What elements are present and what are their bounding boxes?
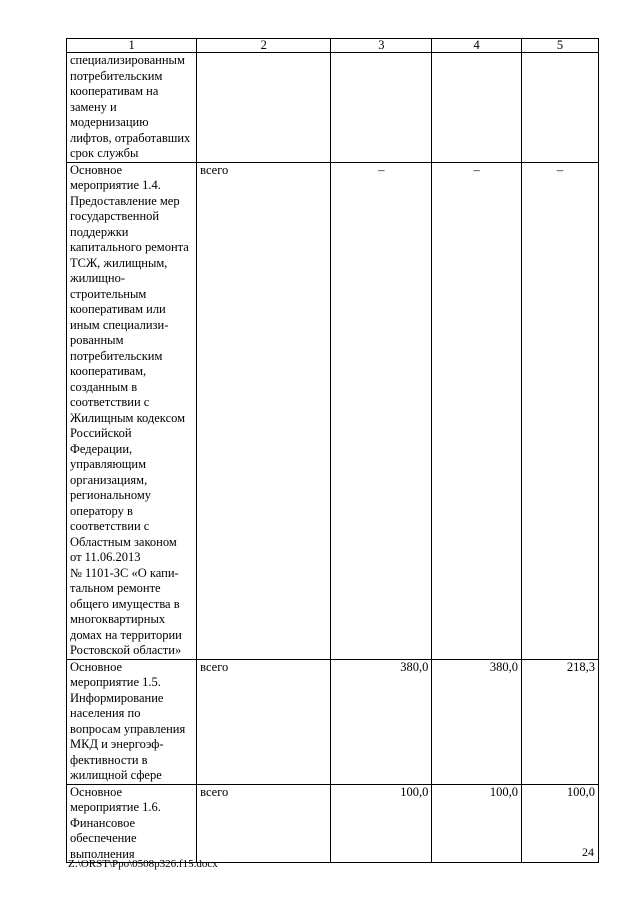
activity-name-line: Областным законом <box>70 534 177 549</box>
activity-name-line: общего имущества в <box>70 596 180 611</box>
activity-name-line: рованным <box>70 333 124 347</box>
file-path: Z:\ORST\Ppo\0508p326.f15.docx <box>68 858 218 870</box>
activity-name-line: кооперативам на <box>70 84 159 98</box>
table-row <box>67 784 599 863</box>
activity-name-line: управляющим <box>70 457 147 471</box>
value-cell-col5: 218,3 <box>521 659 598 784</box>
activity-name-line: капитального ремонта <box>70 240 189 254</box>
activity-name-line: специализированным <box>70 53 185 67</box>
value-cell-col4: 380,0 <box>432 659 522 784</box>
activity-name-line: мероприятие 1.4. <box>70 178 161 192</box>
table-row <box>67 162 599 659</box>
activity-name-line: кооперативам или <box>70 302 166 316</box>
activity-name-line: Финансовое <box>70 815 136 830</box>
activity-name-cell <box>67 659 197 784</box>
activity-name-line: населения по <box>70 706 141 720</box>
activity-name-line: организациям, <box>70 472 148 487</box>
value-cell-col3: 380,0 <box>331 659 432 784</box>
activity-name-line: государственной <box>70 209 160 223</box>
activity-name-line: вопросам управления <box>70 721 186 736</box>
column-header: 4 <box>432 39 522 53</box>
activity-name-line: мероприятие 1.5. <box>70 675 161 689</box>
activity-name-line: модернизацию <box>70 115 149 129</box>
activity-name-line: оператору в <box>70 503 133 518</box>
column-header: 1 <box>67 39 197 53</box>
funding-type-cell: всего <box>197 659 331 784</box>
activity-name-line: мероприятие 1.6. <box>70 800 161 814</box>
activity-name-line: Основное <box>70 162 123 177</box>
value-cell-col3 <box>331 53 432 163</box>
column-header: 3 <box>331 39 432 53</box>
activity-name-line: выполнения <box>70 846 135 861</box>
value-cell-col5 <box>521 53 598 163</box>
activity-name-cell <box>67 784 197 863</box>
activity-name-line: лифтов, отработавших <box>70 130 191 145</box>
activity-name-line: Информирование <box>70 690 164 705</box>
activity-name-line: домах на территории <box>70 627 182 642</box>
activity-name-line: ТСЖ, жилищным, <box>70 255 168 270</box>
activity-name-line: жилищно- <box>70 271 125 285</box>
activity-name-line: региональному <box>70 488 152 502</box>
activity-name-line: Российской <box>70 426 132 440</box>
activity-name-line: созданным в <box>70 379 138 394</box>
value-cell-col5: 100,0 <box>521 784 598 863</box>
activity-name-line: соответствии с <box>70 519 150 533</box>
activity-name-line: жилищной сфере <box>70 768 162 782</box>
activity-name-line: Жилищным кодексом <box>70 410 186 425</box>
activity-name-cell <box>67 53 197 163</box>
activity-name-line: поддержки <box>70 224 129 239</box>
table-row <box>67 53 599 163</box>
activity-name-line: потребительским <box>70 348 163 363</box>
activity-name-line: МКД и энергоэф- <box>70 737 164 751</box>
activity-name-line: обеспечение <box>70 831 137 845</box>
column-header: 2 <box>197 39 331 53</box>
funding-type-cell <box>197 53 331 163</box>
activity-name-line: соответствии с <box>70 395 150 409</box>
funding-type-cell: всего <box>197 162 331 659</box>
activity-name-line: Ростовской области» <box>70 643 182 657</box>
value-cell-col4 <box>432 53 522 163</box>
value-cell-col3: 100,0 <box>331 784 432 863</box>
activity-name-line: Основное <box>70 784 123 799</box>
table-header-row <box>67 39 599 53</box>
activity-name-line: Предоставление мер <box>70 193 180 208</box>
column-header: 5 <box>521 39 598 53</box>
value-cell-col4: 100,0 <box>432 784 522 863</box>
activity-name-line: тальном ремонте <box>70 581 161 595</box>
value-cell-col5: – <box>521 162 598 659</box>
activity-name-line: Основное <box>70 659 123 674</box>
value-cell-col4: – <box>432 162 522 659</box>
activity-name-line: фективности в <box>70 752 148 767</box>
table-row <box>67 659 599 784</box>
activity-name-line: от 11.06.2013 <box>70 550 141 564</box>
activity-name-cell <box>67 162 197 659</box>
activity-name-line: кооперативам, <box>70 364 147 378</box>
activity-name-line: строительным <box>70 286 147 301</box>
activity-name-line: Федерации, <box>70 441 133 456</box>
budget-table <box>66 38 599 863</box>
activity-name-line: многоквартирных <box>70 612 166 626</box>
activity-name-line: № 1101-ЗС «О капи- <box>70 565 179 580</box>
value-cell-col3: – <box>331 162 432 659</box>
activity-name-line: потребительским <box>70 68 163 83</box>
page-number: 24 <box>582 845 594 859</box>
activity-name-line: замену и <box>70 99 117 114</box>
activity-name-line: иным специализи- <box>70 317 169 332</box>
funding-type-cell: всего <box>197 784 331 863</box>
activity-name-line: срок службы <box>70 146 139 160</box>
